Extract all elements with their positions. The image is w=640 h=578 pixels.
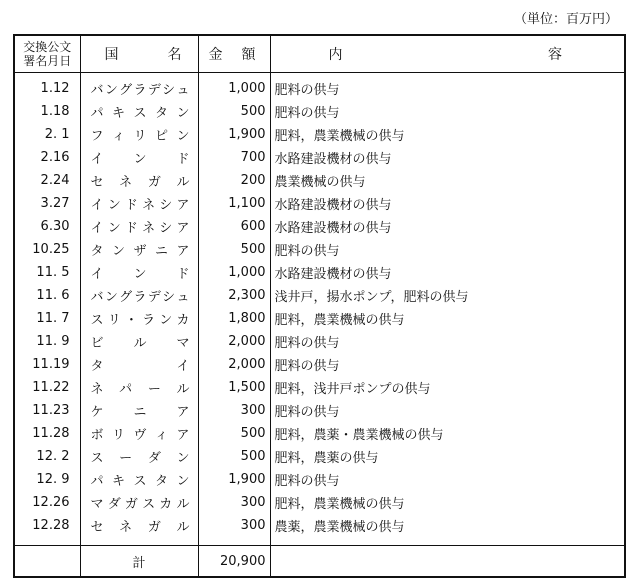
spacer-cell (270, 537, 625, 546)
country-char: ガ (147, 520, 161, 535)
row-country (80, 192, 198, 215)
row-country (80, 215, 198, 238)
country-char: グ (119, 290, 133, 305)
table-row (14, 422, 625, 445)
spacer-cell (14, 537, 80, 546)
country-char: ス (133, 106, 147, 121)
table-row (14, 399, 625, 422)
country-char: ガ (124, 497, 138, 512)
country-char: ル (176, 382, 190, 397)
row-country (80, 169, 198, 192)
row-amount: 500 (198, 422, 270, 445)
row-content: 肥料，浅井戸ポンプの供与 (270, 376, 625, 399)
country-char: ニ (154, 244, 168, 259)
row-amount: 1,900 (198, 468, 270, 491)
header-country-char: 国 (104, 47, 119, 63)
total-date-cell (14, 546, 80, 578)
country-char: バ (90, 83, 104, 98)
row-content: 肥料，農薬・農業機械の供与 (270, 422, 625, 445)
header-content (270, 35, 625, 73)
country-char: ダ (107, 497, 121, 512)
row-country (80, 514, 198, 537)
row-date: 11.19 (14, 353, 80, 376)
row-date: 2.16 (14, 146, 80, 169)
country-char: ネ (119, 520, 133, 535)
row-date: 1.12 (14, 73, 80, 101)
row-content: 水路建設機材の供与 (270, 261, 625, 284)
country-char: ザ (133, 244, 147, 259)
row-country (80, 123, 198, 146)
country-char: ス (142, 497, 156, 512)
country-char: ル (176, 520, 190, 535)
country-char: ダ (147, 451, 161, 466)
header-content-char: 容 (548, 47, 562, 63)
country-char: シ (162, 290, 176, 305)
country-char: ン (133, 152, 147, 167)
table-row (14, 146, 625, 169)
country-char: ア (176, 244, 190, 259)
table-row (14, 238, 625, 261)
table-row (14, 514, 625, 537)
row-date: 11.28 (14, 422, 80, 445)
total-amount: 20,900 (198, 546, 270, 578)
row-date: 12.26 (14, 491, 80, 514)
row-date: 11. 5 (14, 261, 80, 284)
row-content: 肥料の供与 (270, 238, 625, 261)
row-date: 11. 9 (14, 330, 80, 353)
row-amount: 1,000 (198, 73, 270, 101)
spacer-cell (80, 537, 198, 546)
country-char: ラ (142, 313, 156, 328)
row-country (80, 307, 198, 330)
table-row (14, 445, 625, 468)
country-char: イ (90, 221, 104, 236)
country-char: ン (104, 83, 118, 98)
row-amount: 300 (198, 399, 270, 422)
row-content: 農薬，農業機械の供与 (270, 514, 625, 537)
table-row (14, 468, 625, 491)
row-country (80, 399, 198, 422)
row-date: 2. 1 (14, 123, 80, 146)
row-country (80, 73, 198, 101)
row-amount: 1,100 (198, 192, 270, 215)
row-content: 浅井戸，揚水ポンプ，肥料の供与 (270, 284, 625, 307)
country-char: ケ (90, 405, 104, 420)
country-char: タ (154, 106, 168, 121)
country-char: ラ (133, 290, 147, 305)
country-char: ド (176, 152, 190, 167)
row-country (80, 238, 198, 261)
table-row (14, 284, 625, 307)
country-char: ド (176, 267, 190, 282)
country-char: シ (159, 221, 173, 236)
total-content-cell (270, 546, 625, 578)
row-amount: 1,800 (198, 307, 270, 330)
row-content: 肥料，農業機械の供与 (270, 491, 625, 514)
table-row (14, 491, 625, 514)
country-char: ー (147, 382, 161, 397)
row-date: 11.22 (14, 376, 80, 399)
row-content: 農業機械の供与 (270, 169, 625, 192)
country-char: ア (176, 405, 190, 420)
header-country-char: 名 (167, 47, 182, 63)
header-content-char: 内 (328, 47, 343, 63)
table-row (14, 376, 625, 399)
row-country (80, 146, 198, 169)
row-content: 水路建設機材の供与 (270, 146, 625, 169)
row-content: 肥料，農業機械の供与 (270, 123, 625, 146)
country-char: グ (119, 83, 133, 98)
country-char: ラ (133, 83, 147, 98)
country-char: セ (90, 520, 104, 535)
country-char: ・ (124, 313, 138, 328)
country-char: ボ (90, 428, 104, 443)
row-country (80, 261, 198, 284)
row-country (80, 468, 198, 491)
row-date: 11. 7 (14, 307, 80, 330)
row-country (80, 330, 198, 353)
country-char: ス (133, 474, 147, 489)
table-row (14, 169, 625, 192)
country-char: ン (159, 313, 173, 328)
country-char: イ (90, 267, 104, 282)
country-char: ニ (133, 405, 147, 420)
country-char: リ (111, 428, 125, 443)
country-char: ネ (90, 382, 104, 397)
country-char: ピ (154, 129, 168, 144)
country-char: イ (90, 152, 104, 167)
header-amount-char: 額 (241, 47, 256, 63)
row-date: 12. 2 (14, 445, 80, 468)
header-date-line1: 交換公文 (23, 40, 72, 54)
aid-table (13, 34, 626, 578)
row-amount: 200 (198, 169, 270, 192)
country-char: タ (90, 244, 104, 259)
row-amount: 500 (198, 238, 270, 261)
spacer-cell (198, 537, 270, 546)
country-char: リ (133, 129, 147, 144)
country-char: ド (124, 198, 138, 213)
table-row (14, 261, 625, 284)
country-char: ィ (111, 129, 125, 144)
row-content: 肥料の供与 (270, 100, 625, 123)
country-char: パ (90, 474, 104, 489)
row-amount: 500 (198, 445, 270, 468)
table-row (14, 73, 625, 101)
country-char: ン (176, 129, 190, 144)
country-char: ュ (176, 83, 190, 98)
row-content: 水路建設機材の供与 (270, 215, 625, 238)
country-char: ン (107, 221, 121, 236)
country-char: ガ (147, 175, 161, 190)
row-amount: 2,300 (198, 284, 270, 307)
country-char: ン (111, 244, 125, 259)
country-char: イ (176, 359, 190, 374)
country-char: バ (90, 290, 104, 305)
row-content: 肥料の供与 (270, 73, 625, 101)
row-date: 12. 9 (14, 468, 80, 491)
country-char: ン (107, 198, 121, 213)
row-date: 6.30 (14, 215, 80, 238)
country-char: ン (176, 451, 190, 466)
country-char: リ (107, 313, 121, 328)
row-amount: 1,900 (198, 123, 270, 146)
header-row (14, 35, 625, 73)
row-content: 肥料，農業機械の供与 (270, 307, 625, 330)
header-date-line2: 署名月日 (23, 54, 72, 68)
row-country (80, 445, 198, 468)
country-char: カ (159, 497, 173, 512)
country-char: ド (124, 221, 138, 236)
total-row (14, 546, 625, 578)
table-row (14, 100, 625, 123)
row-date: 3.27 (14, 192, 80, 215)
country-char: ア (176, 428, 190, 443)
row-country (80, 422, 198, 445)
country-char: ル (176, 497, 190, 512)
country-char: ン (133, 267, 147, 282)
row-country (80, 284, 198, 307)
country-char: マ (176, 336, 190, 351)
country-char: ス (90, 451, 104, 466)
country-char: ネ (119, 175, 133, 190)
table-row (14, 307, 625, 330)
row-amount: 500 (198, 100, 270, 123)
table-row (14, 330, 625, 353)
country-char: パ (90, 106, 104, 121)
row-content: 水路建設機材の供与 (270, 192, 625, 215)
country-char: デ (147, 290, 161, 305)
country-char: ン (176, 106, 190, 121)
row-amount: 600 (198, 215, 270, 238)
country-char: ア (176, 198, 190, 213)
row-amount: 2,000 (198, 353, 270, 376)
country-char: キ (111, 474, 125, 489)
row-content: 肥料の供与 (270, 468, 625, 491)
row-country (80, 100, 198, 123)
country-char: セ (90, 175, 104, 190)
row-date: 11. 6 (14, 284, 80, 307)
spacer-row (14, 537, 625, 546)
row-date: 2.24 (14, 169, 80, 192)
row-date: 12.28 (14, 514, 80, 537)
row-amount: 300 (198, 491, 270, 514)
row-content: 肥料，農薬の供与 (270, 445, 625, 468)
country-char: タ (154, 474, 168, 489)
row-date: 1.18 (14, 100, 80, 123)
country-char: ネ (142, 221, 156, 236)
header-country (80, 35, 198, 73)
country-char: フ (90, 129, 104, 144)
country-char: イ (90, 198, 104, 213)
row-content: 肥料の供与 (270, 399, 625, 422)
country-char: ィ (154, 428, 168, 443)
country-char: シ (162, 83, 176, 98)
row-country (80, 491, 198, 514)
row-amount: 700 (198, 146, 270, 169)
row-amount: 2,000 (198, 330, 270, 353)
header-amount (198, 35, 270, 73)
country-char: ン (176, 474, 190, 489)
country-char: ン (104, 290, 118, 305)
unit-label: （単位：百万円） (513, 12, 618, 27)
country-char: ビ (90, 336, 104, 351)
header-amount-char: 金 (208, 47, 223, 63)
country-char: ル (133, 336, 147, 351)
row-amount: 1,500 (198, 376, 270, 399)
country-char: デ (147, 83, 161, 98)
table-row (14, 123, 625, 146)
country-char: シ (159, 198, 173, 213)
country-char: パ (119, 382, 133, 397)
table-body (14, 73, 625, 546)
country-char: ル (176, 175, 190, 190)
row-country (80, 353, 198, 376)
country-char: ー (119, 451, 133, 466)
row-date: 10.25 (14, 238, 80, 261)
row-country (80, 376, 198, 399)
header-date (14, 35, 80, 73)
country-char: ア (176, 221, 190, 236)
country-char: ス (90, 313, 104, 328)
table-row (14, 192, 625, 215)
total-label: 計 (80, 546, 198, 578)
country-char: ネ (142, 198, 156, 213)
row-content: 肥料の供与 (270, 330, 625, 353)
row-content: 肥料の供与 (270, 353, 625, 376)
country-char: ヴ (133, 428, 147, 443)
country-char: ュ (176, 290, 190, 305)
row-date: 11.23 (14, 399, 80, 422)
country-char: タ (90, 359, 104, 374)
country-char: キ (111, 106, 125, 121)
row-amount: 1,000 (198, 261, 270, 284)
table-row (14, 353, 625, 376)
row-amount: 300 (198, 514, 270, 537)
table-row (14, 215, 625, 238)
country-char: マ (90, 497, 104, 512)
country-char: カ (176, 313, 190, 328)
